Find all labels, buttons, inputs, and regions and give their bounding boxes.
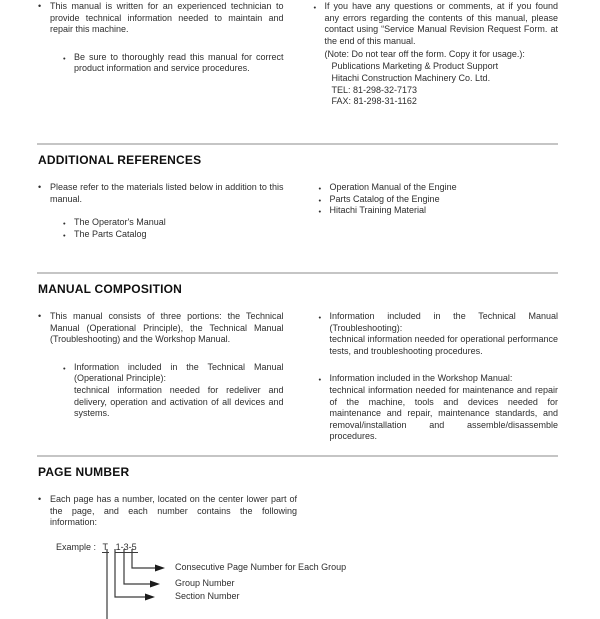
- contact-block: [332, 61, 559, 108]
- additional-references-left-column: [37, 182, 284, 240]
- manual-composition-right-column: [312, 311, 559, 443]
- intro-section: [37, 1, 558, 108]
- example-section-letter: T: [102, 541, 109, 552]
- contact-line-fax: FAX: 81-298-31-1162: [331, 96, 417, 107]
- subbullet-workshop-manual: [317, 373, 559, 443]
- subbullet-operational-principle: [61, 362, 284, 420]
- contact-line-company: Hitachi Construction Machinery Co. Ltd.: [331, 72, 491, 83]
- contact-line-tel: TEL: 81-298-32-7173: [331, 84, 418, 95]
- section-heading-manual-composition: MANUAL COMPOSITION: [38, 282, 183, 296]
- sub-body: technical information needed for redeliver and delivery, operation and activation of all devices and systems.: [74, 384, 284, 419]
- label-section-number: Section Number: [175, 591, 240, 601]
- intro-bullet-technician: [37, 1, 284, 36]
- manual-composition-left-column: [37, 311, 284, 443]
- additional-references-section: [37, 143, 558, 240]
- list-item-parts-catalog: • The Parts Catalog: [61, 229, 284, 241]
- subbullet-troubleshooting: [317, 311, 559, 357]
- manual-composition-section: [37, 272, 558, 443]
- intro-right-column: [312, 1, 559, 108]
- example-number-digits: 1-3-5: [115, 541, 137, 552]
- intro-left-column: [37, 1, 284, 108]
- paragraph: • Be sure to thoroughly read this manual for correct product information and service procedures.: [74, 51, 284, 74]
- paragraph: • If you have any questions or comments, at if you found any errors regarding the contents of this manual, please contact using “Service Manual Revision Request Form. at the end of this manual.: [324, 1, 558, 46]
- page-number-tree-diagram: [37, 549, 467, 619]
- section-heading-additional-references: ADDITIONAL REFERENCES: [38, 153, 202, 167]
- paragraph: • This manual is written for an experienced technician to provide technical information needed to maintain and repair this machine.: [50, 1, 284, 35]
- list-item-operators-manual: • The Operator's Manual: [61, 217, 284, 229]
- page-number-bullet: [37, 494, 297, 529]
- example-label: Example :: [56, 541, 97, 552]
- section-heading-page-number: PAGE NUMBER: [38, 465, 130, 479]
- list-item-engine-parts-catalog: • Parts Catalog of the Engine: [317, 194, 559, 206]
- label-consecutive-page-number: Consecutive Page Number for Each Group: [175, 562, 347, 572]
- section-divider: [37, 272, 558, 274]
- composition-bullet-three-portions: [37, 311, 284, 346]
- sub-body: technical information needed for maintenance and repair of the machine, tools and devices needed for maintenance and repair, maintenance standards, and removal/installation and assemble/disassemble procedures.: [329, 384, 558, 442]
- label-group-number: Group Number: [175, 578, 235, 588]
- sub-title: • Information included in the Workshop Manual:: [329, 373, 513, 384]
- paragraph: • Please refer to the materials listed below in addition to this manual.: [50, 182, 284, 204]
- intro-bullet-contact: [312, 1, 559, 108]
- sub-title: • Information included in the Technical Manual (Troubleshooting):: [329, 311, 558, 333]
- section-divider: [37, 143, 558, 145]
- list-item-hitachi-training-material: • Hitachi Training Material: [317, 205, 559, 217]
- note-text: (Note: Do not tear off the form. Copy it for usage.):: [324, 49, 525, 60]
- additional-references-right-column: [312, 182, 559, 240]
- references-bullet-intro: [37, 182, 284, 205]
- sub-title: • Information included in the Technical Manual (Operational Principle):: [74, 361, 284, 384]
- page-number-section: [37, 455, 558, 600]
- contact-line-department: Publications Marketing & Product Support: [331, 60, 499, 71]
- section-divider: [37, 455, 558, 457]
- sub-body: technical information needed for operational performance tests, and troubleshooting procedures.: [329, 334, 558, 356]
- paragraph: • Each page has a number, located on the center lower part of the page, and each number contains the following information:: [50, 494, 297, 528]
- list-item-engine-operation-manual: • Operation Manual of the Engine: [317, 182, 559, 194]
- tree-lines-graphic: [37, 549, 467, 619]
- intro-subbullet-read-manual: [61, 52, 284, 75]
- paragraph: • This manual consists of three portions: the Technical Manual (Operational Principle), the Technical Manual (Troubleshooting) and the Workshop Manual.: [50, 311, 284, 345]
- arrowhead-icons: [145, 565, 165, 601]
